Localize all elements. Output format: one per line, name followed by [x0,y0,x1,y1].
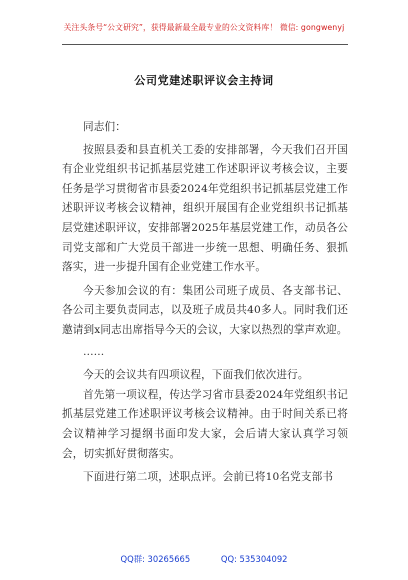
salutation: 同志们： [83,121,126,133]
paragraph-agenda: 今天的会议共有四项议程，下面我们依次进行。 [83,369,309,382]
paragraph-item-two: 下面进行第二项，述职点评。会前已将10名党支部书 [83,471,334,484]
footer-qq: QQ: 535304092 [220,554,288,564]
ellipsis-marker: …… [83,345,105,358]
paragraph-item-one: 首先第一项议程，传达学习省市县委2024年党组织书记抓基层党建工作述职评议考核会议精神。由于时间关系已将会议精神学习提纲书面印发大家，会后请大家认真学习领会，切实抓好贯彻落实。 [62,388,348,460]
header-notice: 关注头条号“公文研究”，获得最新最全最专业的公文资料库！ 微信: gongwenyj [63,23,345,32]
footer-qq-group: QQ群: 30265665 [120,554,191,564]
paragraph-intro: 按照县委和县直机关工委的安排部署，今天我们召开国有企业党组织书记抓基层党建工作述职评议考核会议，主要任务是学习贯彻省市县委2024年党组织书记抓基层党建工作述职评议考核会议精神，组织开展国有企业党组织书记抓基层党建述职评议，安排部署2025年基层党建工作，动员各公司党支部和广大党员干部进一步统一思想、明确任务、狠抓落实，进一步提升国有企业党建工作水平。 [62,143,348,274]
document-body [62,118,348,488]
header-divider [62,44,348,45]
footer-contact [0,553,408,565]
document-title: 公司党建述职评议会主持词 [134,74,274,87]
paragraph-attendees: 今天参加会议的有：集团公司班子成员、各支部书记、各公司主要负责同志，以及班子成员共40多人。同时我们还邀请到x同志出席指导今天的会议，大家以热烈的掌声欢迎。 [62,284,348,336]
